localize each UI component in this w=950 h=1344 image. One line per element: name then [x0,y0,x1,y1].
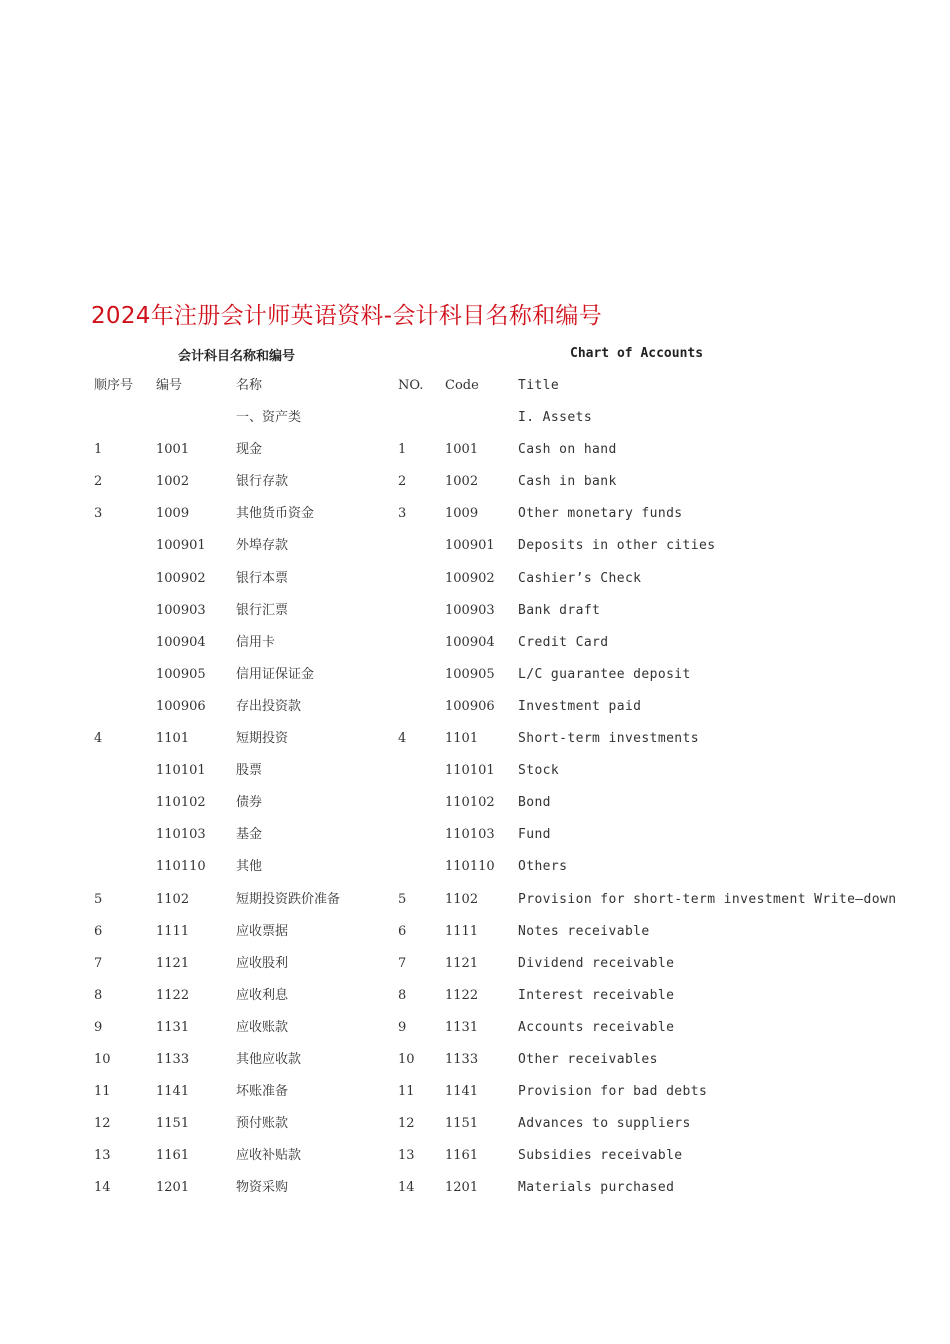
subtitle-english: Chart of Accounts [570,346,704,361]
cell-title: Others [518,859,568,875]
cell-code: 1002 [156,474,190,490]
cell-no: 5 [398,891,407,907]
cell-no: 13 [398,1148,415,1164]
table-row [0,441,950,473]
cell-code: 100906 [156,698,206,714]
table-row [0,762,950,794]
cell-en-code: 1002 [445,474,479,490]
cell-name: 坏账准备 [236,1084,289,1100]
cell-seq: 12 [94,1116,111,1132]
cell-title: Provision for short-term investment Write—down [518,891,897,907]
cell-title: Advances to suppliers [518,1116,691,1132]
cell-name: 股票 [236,763,263,779]
cell-no: 7 [398,955,407,971]
cell-title: Stock [518,763,560,779]
cell-code: 100904 [156,634,206,650]
cell-seq: 10 [94,1052,111,1067]
cell-en-code: 1141 [445,1084,479,1100]
cell-name: 应收补贴款 [236,1148,302,1164]
table-row [0,570,950,602]
cell-title: Cash in bank [518,474,617,490]
cell-no: 8 [398,987,407,1003]
cell-code: 1151 [156,1116,190,1132]
cell-en-code: 110101 [445,763,495,779]
header-en-code: Code [445,378,479,393]
cell-en-code: 1121 [445,955,479,971]
cell-code: 110101 [156,763,206,779]
table-row [0,987,950,1019]
cell-title: Short-term investments [518,731,699,746]
cell-seq: 2 [94,474,103,490]
cell-name: 其他货币资金 [236,506,315,522]
cell-name: 应收股利 [236,955,289,971]
table-row [0,826,950,858]
cell-name: 其他应收款 [236,1052,302,1067]
cell-title: Notes receivable [518,923,650,939]
cell-code: 1141 [156,1084,190,1100]
table-row [0,505,950,537]
cell-seq: 5 [94,891,103,907]
cell-title: Provision for bad debts [518,1084,708,1100]
cell-seq: 9 [94,1019,103,1035]
cell-title: Investment paid [518,698,642,714]
cell-no: 1 [398,442,407,458]
table-row [0,634,950,666]
table-row [0,602,950,634]
cell-name: 短期投资跌价准备 [236,891,341,907]
cell-en-code: 1009 [445,506,479,522]
cell-no: 9 [398,1019,407,1035]
cell-en-code: 1161 [445,1148,479,1164]
cell-no: 12 [398,1116,415,1132]
cell-en-code: 110102 [445,795,495,811]
cell-name: 其他 [236,859,263,875]
cell-no: 14 [398,1180,415,1196]
cell-code: 100903 [156,602,206,618]
cell-name: 外埠存款 [236,538,289,554]
cell-seq: 4 [94,731,103,746]
cell-name: 应收票据 [236,923,289,939]
cell-title: Deposits in other cities [518,538,716,554]
cell-title: Interest receivable [518,987,675,1003]
cell-en-code: 1111 [445,923,479,939]
cell-code: 1201 [156,1180,190,1196]
table-row [0,955,950,987]
table-row [0,794,950,826]
header-seq: 顺序号 [94,378,134,393]
cell-name: 应收账款 [236,1019,289,1035]
cell-code: 110102 [156,795,206,811]
cell-seq: 3 [94,506,103,522]
cell-no: 4 [398,731,407,746]
cell-name: 银行存款 [236,474,289,490]
cell-name: 物资采购 [236,1180,289,1196]
cell-no: 11 [398,1084,415,1100]
cell-en-code: 110110 [445,859,495,875]
cell-code: 1131 [156,1019,190,1035]
cell-en-code: 1133 [445,1052,479,1067]
cell-en-code: 1131 [445,1019,479,1035]
table-row [0,1147,950,1179]
cell-en-code: 1122 [445,987,479,1003]
cell-title: Bank draft [518,602,601,618]
table-row [0,1115,950,1147]
cell-en-code: 100904 [445,634,495,650]
cell-no: 6 [398,923,407,939]
table-row [0,891,950,923]
cell-seq: 11 [94,1084,111,1100]
header-title: Title [518,378,560,393]
cell-en-code: 1101 [445,731,479,746]
cell-code: 1133 [156,1052,190,1067]
table-row [0,858,950,890]
cell-name: 基金 [236,827,263,843]
cell-en-code: 1001 [445,442,479,458]
cell-title: Other monetary funds [518,506,683,522]
cell-code: 1161 [156,1148,190,1164]
cell-code: 1001 [156,442,190,458]
cell-title: L/C guarantee deposit [518,666,691,682]
cell-en-code: 100905 [445,666,495,682]
cell-code: 110110 [156,859,206,875]
cell-name: 债券 [236,795,263,811]
cell-no: 2 [398,474,407,490]
cell-name: 应收利息 [236,987,289,1003]
cell-code: 100902 [156,570,206,586]
cell-name: 信用证保证金 [236,666,315,682]
cell-code: 100901 [156,538,206,554]
cell-name: 一、资产类 [236,410,302,425]
cell-code: 1102 [156,891,190,907]
table-row [0,666,950,698]
cell-code: 1122 [156,987,190,1003]
cell-title: Cash on hand [518,442,617,458]
table-row [0,698,950,730]
cell-title: Cashier’s Check [518,570,642,586]
cell-seq: 8 [94,987,103,1003]
cell-en-code: 110103 [445,827,495,843]
cell-code: 1009 [156,506,190,522]
cell-no: 10 [398,1052,415,1067]
cell-code: 1121 [156,955,190,971]
table-row [0,1083,950,1115]
cell-en-code: 100906 [445,698,495,714]
cell-name: 现金 [236,442,263,458]
header-no: NO. [398,378,424,393]
header-name: 名称 [236,378,263,393]
cell-en-code: 1102 [445,891,479,907]
page-title: 2024年注册会计师英语资料-会计科目名称和编号 [91,303,603,329]
table-row [0,1179,950,1211]
header-code: 编号 [156,378,183,393]
cell-seq: 1 [94,442,103,458]
cell-code: 1101 [156,731,190,746]
table-row [0,1019,950,1051]
table-row [0,730,950,762]
table-row [0,537,950,569]
cell-title: Accounts receivable [518,1019,675,1035]
cell-seq: 14 [94,1180,111,1196]
cell-en-code: 1201 [445,1180,479,1196]
cell-name: 银行本票 [236,570,289,586]
cell-code: 100905 [156,666,206,682]
cell-title: Credit Card [518,634,609,650]
table-row [0,409,950,441]
table-row [0,473,950,505]
cell-en-code: 1151 [445,1116,479,1132]
table-header-row [0,377,950,409]
table-row [0,1051,950,1083]
subtitle-chinese: 会计科目名称和编号 [178,349,296,364]
cell-seq: 13 [94,1148,111,1164]
cell-title: Materials purchased [518,1180,675,1196]
cell-name: 信用卡 [236,634,276,650]
cell-en-code: 100902 [445,570,495,586]
cell-name: 存出投资款 [236,698,302,714]
cell-en-code: 100903 [445,602,495,618]
table-row [0,923,950,955]
cell-code: 110103 [156,827,206,843]
cell-title: Other receivables [518,1052,658,1067]
cell-code: 1111 [156,923,190,939]
cell-name: 短期投资 [236,731,289,746]
cell-name: 银行汇票 [236,602,289,618]
cell-seq: 6 [94,923,103,939]
cell-title: Bond [518,795,551,811]
cell-name: 预付账款 [236,1116,289,1132]
cell-title: Subsidies receivable [518,1148,683,1164]
cell-title: Fund [518,827,551,843]
cell-title: Dividend receivable [518,955,675,971]
cell-no: 3 [398,506,407,522]
cell-seq: 7 [94,955,103,971]
cell-title: I. Assets [518,410,593,425]
cell-en-code: 100901 [445,538,495,554]
